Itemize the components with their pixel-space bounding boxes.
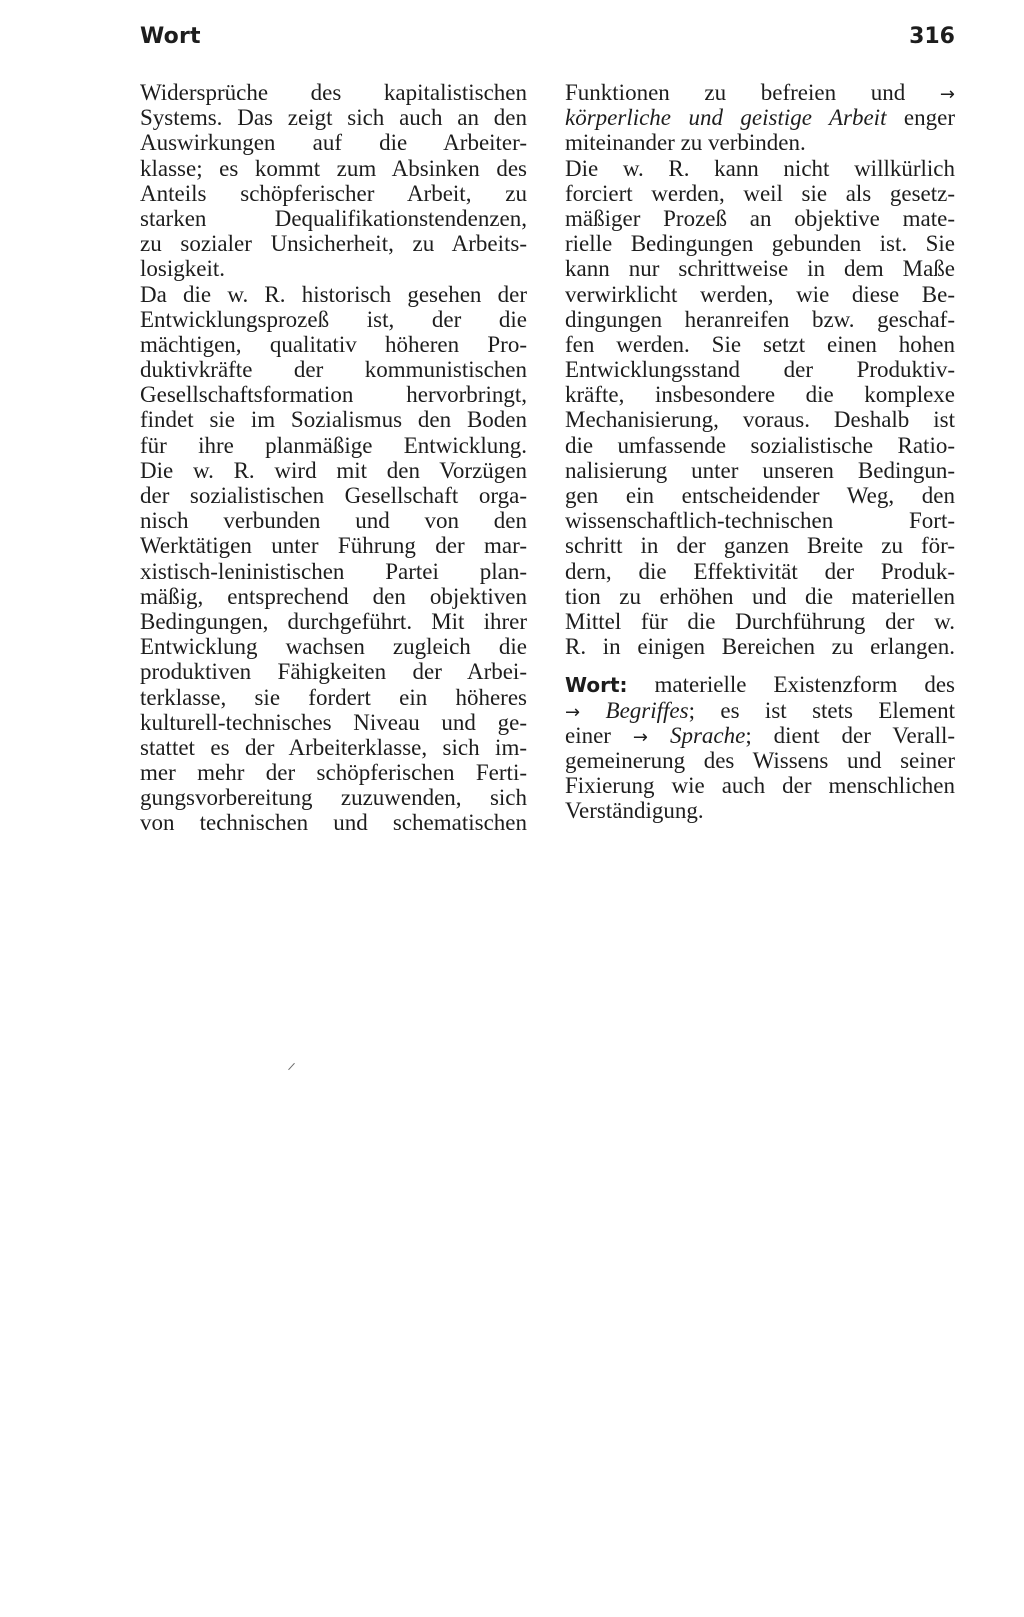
text-line: Die w. R. wird mit den Vorzügen <box>140 457 527 483</box>
text-line: Bedingungen, durchgeführt. Mit ihrer <box>140 608 527 634</box>
text-line: verwirklicht werden, wie diese Be- <box>565 281 955 307</box>
cross-reference-arrow-icon: → <box>632 726 648 748</box>
text-line <box>565 80 955 105</box>
text-line: mäßig, entsprechend den objektiven <box>140 583 527 609</box>
text-line: dern, die Effektivität der Produk- <box>565 558 955 584</box>
running-head <box>140 24 955 64</box>
text-line: nalisierung unter unseren Bedingun- <box>565 457 955 483</box>
text-line: Anteils schöpferischer Arbeit, zu <box>140 180 527 206</box>
cross-reference-term: Begriffes <box>605 697 689 723</box>
text-line: kräfte, insbesondere die komplexe <box>565 382 955 408</box>
text-line: dingungen heranreifen bzw. geschaf- <box>565 306 955 332</box>
text-line <box>565 105 955 130</box>
text-fragment: enger <box>903 105 955 131</box>
entry-spacer <box>565 659 955 672</box>
text-line: gen ein entscheidender Weg, den <box>565 483 955 508</box>
text-line: produktiven Fähigkeiten der Arbei- <box>140 659 527 685</box>
text-line: Systems. Das zeigt sich auch an den <box>140 105 527 131</box>
text-line: Mechanisierung, voraus. Deshalb ist <box>565 407 955 433</box>
text-line: zu sozialer Unsicherheit, zu Arbeits- <box>140 231 527 257</box>
text-line: mäßiger Prozeß an objektive mate- <box>565 205 955 231</box>
text-fragment: ; dient der Verall- <box>745 722 956 748</box>
text-line: R. in einigen Bereichen zu erlangen. <box>565 634 955 660</box>
text-line: wissenschaftlich-technischen Fort- <box>565 508 955 534</box>
text-line: duktivkräfte der kommunistischen <box>140 357 527 383</box>
text-line: Werktätigen unter Führung der mar- <box>140 533 527 559</box>
text-line: kann nur schrittweise in dem Maße <box>565 256 955 282</box>
text-line: starken Dequalifikationstendenzen, <box>140 205 527 231</box>
text-line: schritt in der ganzen Breite zu för- <box>565 533 955 559</box>
text-line: Entwicklungsprozeß ist, der die <box>140 306 527 332</box>
text-line: forciert werden, weil sie als gesetz- <box>565 180 955 206</box>
cross-reference-term: körperliche und geistige Arbeit <box>565 105 887 131</box>
text-line: Da die w. R. historisch gesehen der <box>140 281 527 307</box>
text-line: die umfassende sozialistische Ratio- <box>565 432 955 458</box>
text-line: xistisch-leninistischen Partei plan- <box>140 558 527 584</box>
text-line: Entwicklung wachsen zugleich die <box>140 634 527 660</box>
text-line: mer mehr der schöpferischen Ferti- <box>140 760 527 786</box>
text-line: Fixierung wie auch der menschlichen <box>565 773 955 799</box>
cross-reference-arrow-icon: → <box>565 701 581 723</box>
text-line: Die w. R. kann nicht willkürlich <box>565 155 955 181</box>
text-line <box>565 672 955 697</box>
text-line: tion zu erhöhen und die materiellen <box>565 583 955 609</box>
text-line: rielle Bedingungen gebunden ist. Sie <box>565 231 955 257</box>
text-line: stattet es der Arbeiterklasse, sich im- <box>140 734 527 760</box>
text-fragment: ; es ist stets Element <box>688 697 956 723</box>
text-line: von technischen und schematischen <box>140 810 527 836</box>
text-fragment: materielle Existenzform des <box>654 672 956 698</box>
page-number: 316 <box>909 24 955 49</box>
text-fragment: einer <box>565 722 611 748</box>
text-line: klasse; es kommt zum Absinken des <box>140 155 527 181</box>
text-line: terklasse, sie fordert ein höheres <box>140 684 527 710</box>
stray-pencil-mark <box>288 1063 295 1070</box>
text-line: losigkeit. <box>140 256 225 282</box>
text-line: Widersprüche des kapitalistischen <box>140 80 527 105</box>
text-line: mächtigen, qualitativ höheren Pro- <box>140 331 527 357</box>
cross-reference-arrow-icon: → <box>939 84 956 105</box>
text-line: der sozialistischen Gesellschaft orga- <box>140 483 527 508</box>
text-line: für ihre planmäßige Entwicklung. <box>140 432 527 458</box>
text-line: Mittel für die Durchführung der w. <box>565 608 955 634</box>
running-headword: Wort <box>140 24 201 49</box>
text-line: findet sie im Sozialismus den Boden <box>140 407 527 433</box>
text-line <box>565 698 955 723</box>
left-column <box>140 80 527 836</box>
text-line: Gesellschaftsformation hervorbringt, <box>140 382 527 408</box>
text-line: gungsvorbereitung zuzuwenden, sich <box>140 785 527 811</box>
text-line: Auswirkungen auf die Arbeiter- <box>140 130 527 156</box>
text-line <box>565 723 955 748</box>
cross-reference-term: Sprache <box>669 722 746 748</box>
right-column <box>565 80 955 823</box>
text-line: nisch verbunden und von den <box>140 508 527 534</box>
text-line: fen werden. Sie setzt einen hohen <box>565 331 955 357</box>
text-line: gemeinerung des Wissens und seiner <box>565 747 955 773</box>
dictionary-entry-term: Wort: <box>565 673 628 698</box>
text-line: kulturell-technisches Niveau und ge- <box>140 709 527 735</box>
text-line: miteinander zu verbinden. <box>565 130 806 156</box>
text-line: Verständigung. <box>565 798 704 824</box>
text-line: Entwicklungsstand der Produktiv- <box>565 357 955 383</box>
text-fragment: Funktionen zu befreien und <box>565 80 906 105</box>
